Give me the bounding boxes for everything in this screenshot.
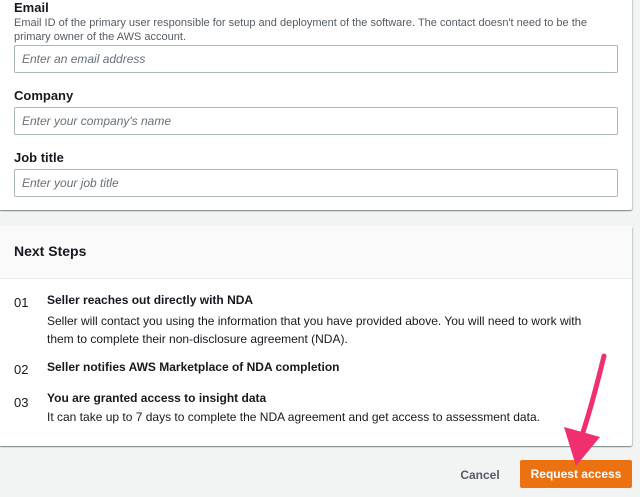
email-label: Email	[14, 0, 49, 15]
company-label: Company	[14, 88, 74, 103]
next-steps-card	[0, 226, 632, 446]
company-field[interactable]	[14, 107, 618, 135]
job-title-placeholder: Enter your job title	[22, 176, 119, 190]
company-placeholder: Enter your company's name	[22, 114, 172, 128]
request-access-button[interactable]: Request access	[520, 460, 632, 488]
step-description: It can take up to 7 days to complete the NDA agreement and get access to assessment data.	[47, 410, 540, 424]
step-number: 02	[14, 362, 29, 377]
step-title: Seller reaches out directly with NDA	[47, 293, 254, 307]
next-steps-title: Next Steps	[14, 243, 87, 259]
email-field[interactable]	[14, 45, 618, 73]
step-title: Seller notifies AWS Marketplace of NDA completion	[47, 360, 340, 374]
step-number: 03	[14, 395, 29, 410]
step-number: 01	[14, 295, 29, 310]
job-title-label: Job title	[14, 150, 64, 165]
job-title-field[interactable]	[14, 169, 618, 197]
step-description: Seller will contact you using the information that you have provided above. You will need to work with them to complete their non-disclosure agreement (NDA).	[47, 314, 582, 346]
contact-form-card	[0, 0, 632, 210]
step-title: You are granted access to insight data	[47, 391, 267, 405]
email-placeholder: Enter an email address	[22, 52, 146, 66]
cancel-button[interactable]: Cancel	[460, 468, 500, 482]
email-description: Email ID of the primary user responsible for setup and deployment of the software. The contact doesn't need to be the primary owner of the AWS account.	[14, 17, 587, 43]
next-steps-header	[0, 226, 632, 279]
